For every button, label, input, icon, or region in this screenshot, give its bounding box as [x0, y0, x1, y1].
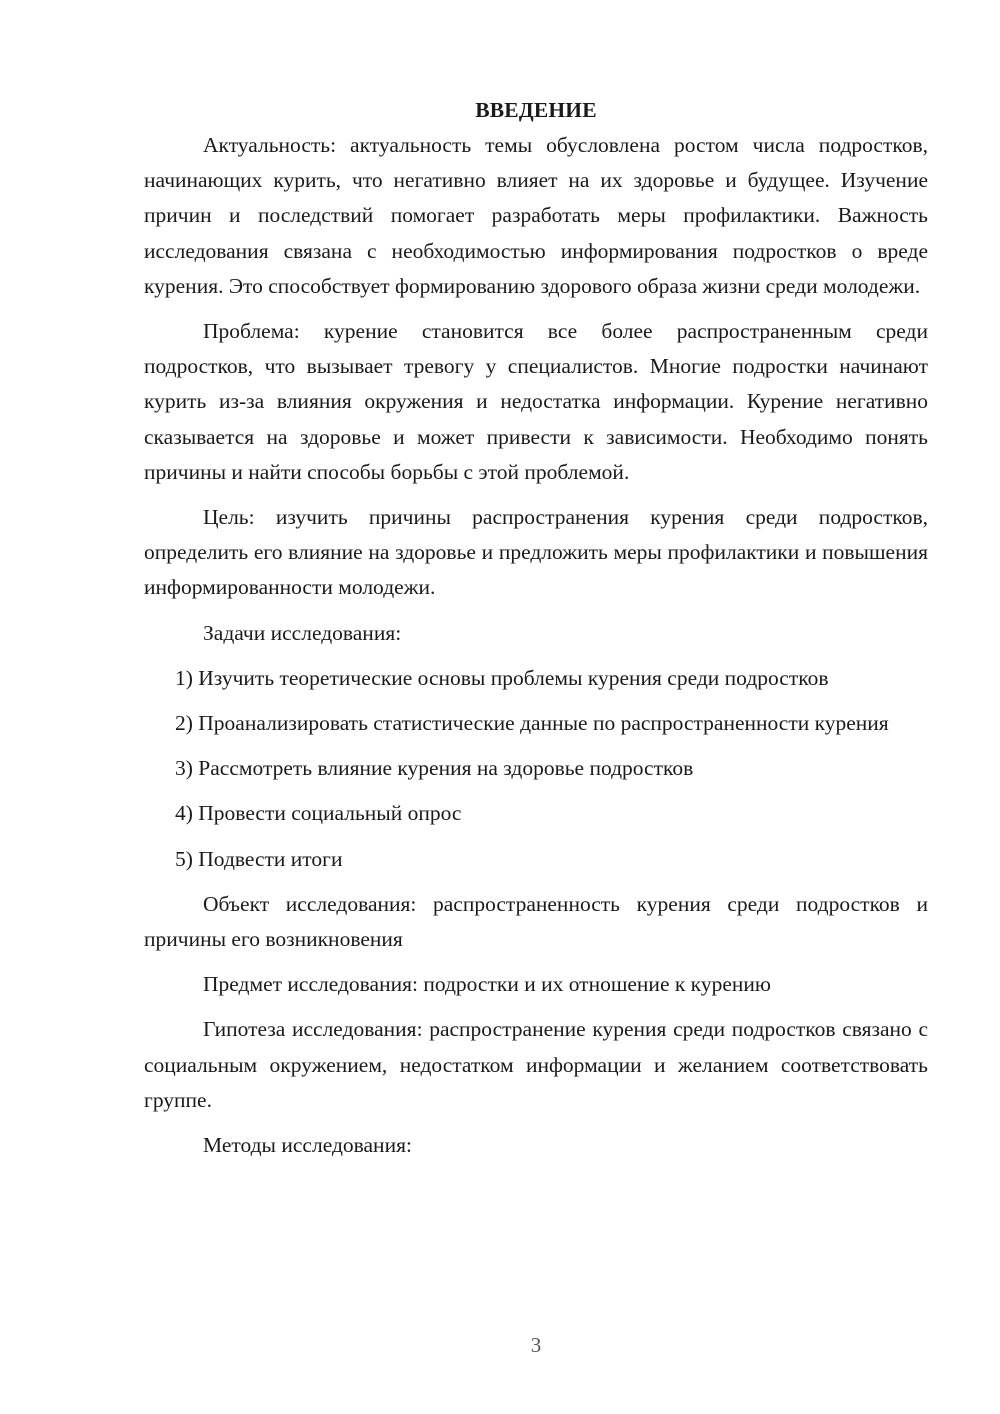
- goal-paragraph: Цель: изучить причины распространения курения среди подростков, определить его влияние на здоровье и предложить меры профилактики и повышения информированности молодежи.: [144, 505, 928, 600]
- task-item-1: 1) Изучить теоретические основы проблемы курения среди подростков: [175, 665, 829, 690]
- hypothesis-paragraph: Гипотеза исследования: распространение курения среди подростков связано с социальным окружением, недостатком информации и желанием соответствовать группе.: [144, 1017, 928, 1112]
- relevance-paragraph: Актуальность: актуальность темы обусловлена ростом числа подростков, начинающих курить, что негативно влияет на их здоровье и будущее. Изучение причин и последствий помогает разработать меры профилактики. Важность исследования связана с необходимостью информирования подростков о вреде курения. Это способствует формированию здорового образа жизни среди молодежи.: [144, 133, 928, 298]
- task-item-2: 2) Проанализировать статистические данные по распространенности курения: [175, 711, 889, 736]
- section-title: ВВЕДЕНИЕ: [475, 98, 597, 122]
- task-item-3: 3) Рассмотреть влияние курения на здоровье подростков: [175, 756, 694, 781]
- page-number: 3: [530, 1333, 542, 1357]
- subject-paragraph: Предмет исследования: подростки и их отношение к курению: [203, 972, 771, 997]
- document-page: [144, 92, 928, 1173]
- problem-paragraph: Проблема: курение становится все более распространенным среди подростков, что вызывает тревогу у специалистов. Многие подростки начинают курить из-за влияния окружения и недостатка информации. Курение негативно сказывается на здоровье и может привести к зависимости. Необходимо понять причины и найти способы борьбы с этой проблемой.: [144, 319, 928, 484]
- tasks-heading: Задачи исследования:: [203, 620, 402, 645]
- object-paragraph: Объект исследования: распространенность курения среди подростков и причины его возникновения: [144, 891, 928, 952]
- methods-heading: Методы исследования:: [203, 1133, 412, 1158]
- task-item-5: 5) Подвести итоги: [175, 846, 343, 871]
- task-item-4: 4) Провести социальный опрос: [175, 801, 462, 826]
